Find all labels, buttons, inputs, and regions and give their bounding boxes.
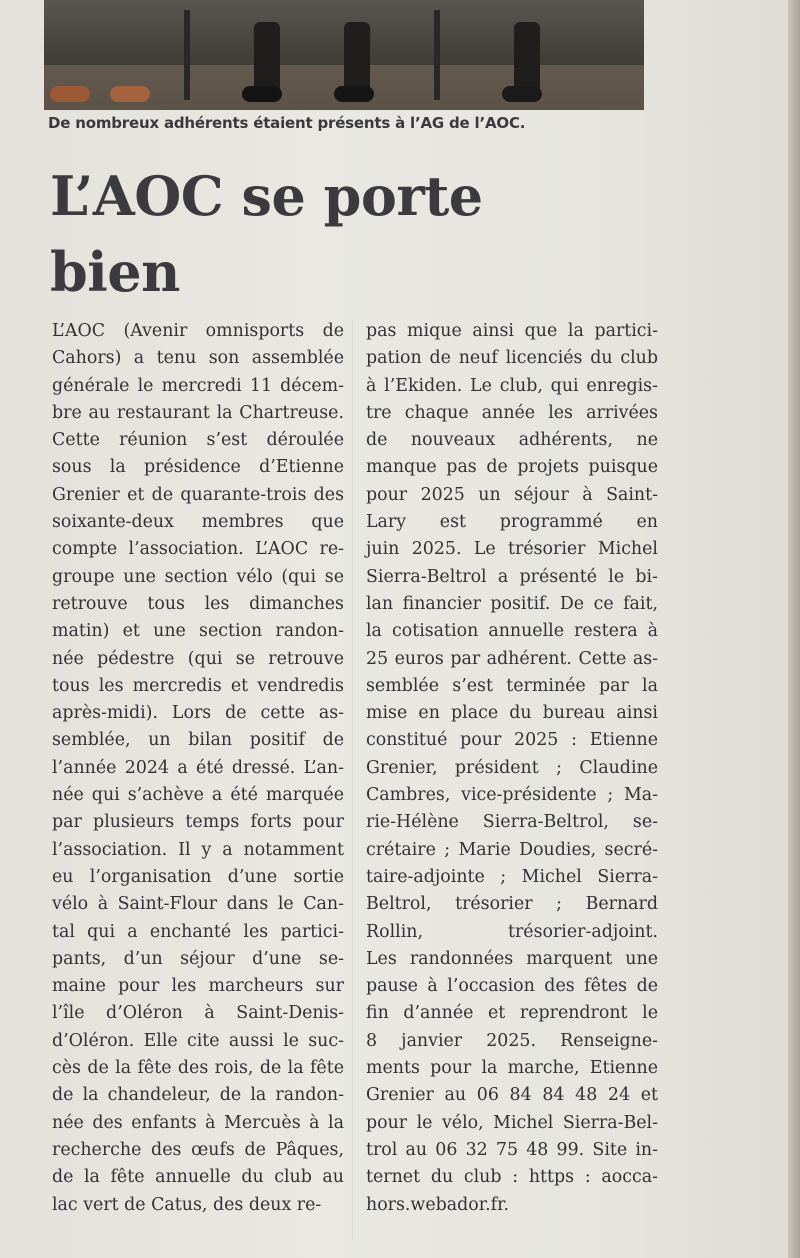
article-line: pour le vélo, Michel Sierra-Bel- bbox=[366, 1112, 658, 1133]
article-line: née qui s’achève a été marquée bbox=[52, 785, 344, 806]
article-line: cès de la fête des rois, de la fête bbox=[52, 1058, 344, 1079]
article-line: rie-Hélène Sierra-Beltrol, se- bbox=[366, 812, 658, 833]
article-line: juin 2025. Le trésorier Michel bbox=[366, 539, 658, 560]
article-line: ternet du club : https : aocca- bbox=[366, 1167, 658, 1188]
article-line: Les randonnées marquent une bbox=[366, 948, 658, 969]
article-line: trol au 06 32 75 48 99. Site in- bbox=[366, 1139, 658, 1160]
article-line: recherche des œufs de Pâques, bbox=[52, 1139, 344, 1160]
article-line: d’Oléron. Elle cite aussi le suc- bbox=[52, 1030, 344, 1051]
article-line: Grenier, président ; Claudine bbox=[366, 757, 658, 778]
article-line: compte l’association. L’AOC re- bbox=[52, 539, 344, 560]
article-line: Cahors) a tenu son assemblée bbox=[52, 348, 344, 369]
article-line: groupe une section vélo (qui se bbox=[52, 566, 344, 587]
article-line: l’association. Il y a notamment bbox=[52, 839, 344, 860]
article-line: soixante-deux membres que bbox=[52, 512, 344, 533]
article-line: Cambres, vice-présidente ; Ma- bbox=[366, 785, 658, 806]
article-line: née pédestre (qui se retrouve bbox=[52, 648, 344, 669]
article-line: semblée s’est terminée par la bbox=[366, 675, 658, 696]
article-line: sous la présidence d’Etienne bbox=[52, 457, 344, 478]
article-line: ments pour la marche, Etienne bbox=[366, 1058, 658, 1079]
article-line: pation de neuf licenciés du club bbox=[366, 348, 658, 369]
article-line: de la fête annuelle du club au bbox=[52, 1167, 344, 1188]
article-line: tal qui a enchanté les partici- bbox=[52, 921, 344, 942]
article-line: 25 euros par adhérent. Cette as- bbox=[366, 648, 658, 669]
article-line: pour 2025 un séjour à Saint- bbox=[366, 484, 658, 505]
article-line: tre chaque année les arrivées bbox=[366, 402, 658, 423]
article-line: pas mique ainsi que la partici- bbox=[366, 321, 658, 341]
article-line: matin) et une section randon- bbox=[52, 621, 344, 642]
article-line: à l’Ekiden. Le club, qui enregis- bbox=[366, 375, 658, 396]
article-line: vélo à Saint-Flour dans le Can- bbox=[52, 894, 344, 915]
article-line: Rollin, trésorier-adjoint. bbox=[366, 921, 658, 942]
article-line: par plusieurs temps forts pour bbox=[52, 812, 344, 833]
article-line: semblée, un bilan positif de bbox=[52, 730, 344, 751]
article-line: bre au restaurant la Chartreuse. bbox=[52, 402, 344, 423]
article-line: Grenier au 06 84 84 48 24 et bbox=[366, 1085, 658, 1106]
article-line: Beltrol, trésorier ; Bernard bbox=[366, 894, 658, 915]
article-line: pants, d’un séjour d’une se- bbox=[52, 948, 344, 969]
article-photo bbox=[44, 0, 644, 110]
headline-line: L’AOC se porte bbox=[50, 164, 483, 228]
article-line: la cotisation annuelle restera à bbox=[366, 621, 658, 642]
article-line: crétaire ; Marie Doudies, secré- bbox=[366, 839, 658, 860]
article-column-left bbox=[52, 318, 344, 1219]
article-line: Cette réunion s’est déroulée bbox=[52, 430, 344, 451]
column-divider bbox=[352, 320, 353, 1240]
article-line: générale le mercredi 11 décem- bbox=[52, 375, 344, 396]
article-line: retrouve tous les dimanches bbox=[52, 593, 344, 614]
page-edge bbox=[788, 0, 800, 1258]
article-line: taire-adjointe ; Michel Sierra- bbox=[366, 866, 658, 887]
article-line: manque pas de projets puisque bbox=[366, 457, 658, 478]
article-line: lac vert de Catus, des deux re- bbox=[52, 1194, 322, 1215]
article-line: tous les mercredis et vendredis bbox=[52, 675, 344, 696]
article-line: 8 janvier 2025. Renseigne- bbox=[366, 1030, 658, 1051]
article-headline bbox=[50, 158, 610, 310]
article-line: eu l’organisation d’une sortie bbox=[52, 866, 344, 887]
article-line: lan financier positif. De ce fait, bbox=[366, 593, 658, 614]
article-column-right bbox=[366, 318, 658, 1219]
article-line: pause à l’occasion des fêtes de bbox=[366, 976, 658, 997]
article-line: L’AOC (Avenir omnisports de bbox=[52, 321, 344, 341]
article-line: Lary est programmé en bbox=[366, 512, 658, 533]
article-line: après-midi). Lors de cette as- bbox=[52, 703, 344, 724]
article-line: fin d’année et reprendront le bbox=[366, 1003, 658, 1024]
article-line: constitué pour 2025 : Etienne bbox=[366, 730, 658, 751]
article-line: l’île d’Oléron à Saint-Denis- bbox=[52, 1003, 344, 1024]
article-line: née des enfants à Mercuès à la bbox=[52, 1112, 344, 1133]
article-line: mise en place du bureau ainsi bbox=[366, 703, 658, 724]
article-line: l’année 2024 a été dressé. L’an- bbox=[52, 757, 344, 778]
article-line: hors.webador.fr. bbox=[366, 1194, 510, 1215]
article-line: de la chandeleur, de la randon- bbox=[52, 1085, 344, 1106]
article-line: de nouveaux adhérents, ne bbox=[366, 430, 658, 451]
article-line: Sierra-Beltrol a présenté le bi- bbox=[366, 566, 658, 587]
article-line: maine pour les marcheurs sur bbox=[52, 976, 344, 997]
photo-caption: De nombreux adhérents étaient présents à l’AG de l’AOC. bbox=[48, 114, 526, 132]
article-line: Grenier et de quarante-trois des bbox=[52, 484, 344, 505]
headline-line: bien bbox=[50, 240, 180, 304]
